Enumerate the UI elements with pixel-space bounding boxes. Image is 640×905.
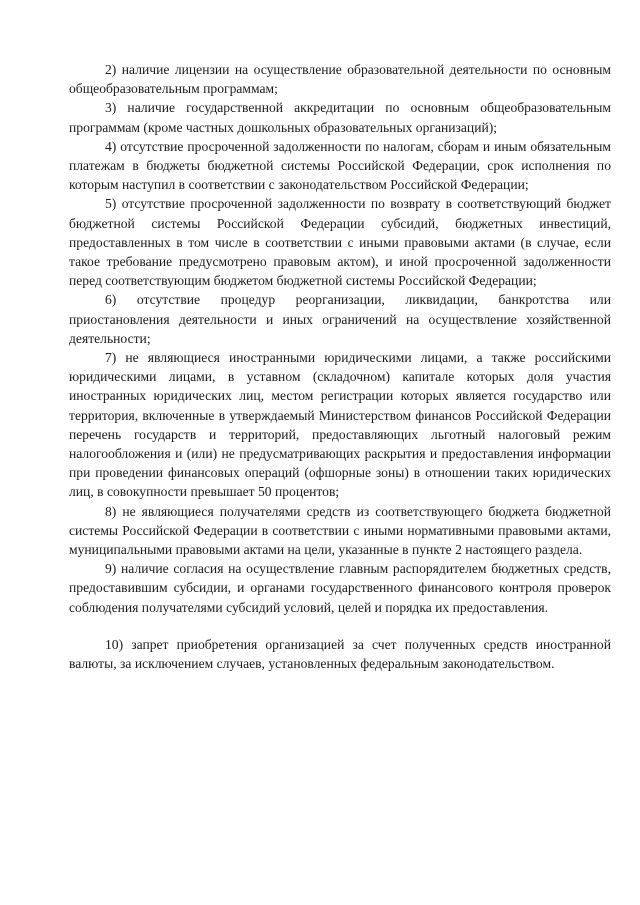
- paragraph-item-9: 9) наличие согласия на осуществление главным распорядителем бюджетных средств, предоставившим субсидии, и органами государственного финансового контроля проверок соблюдения получателями субсидий условий, целей и порядка их предоставления.: [69, 561, 611, 615]
- paragraph-item-5: 5) отсутствие просроченной задолженности по возврату в соответствующий бюджет бюджетной системы Российской Федерации субсидий, бюджетных инвестиций, предоставленных в том числе в соответствии с иными правовыми актами (в случае, если такое требование предусмотрено правовым актом), и иной просроченной задолженности перед соответствующим бюджетом бюджетной системы Российской Федерации;: [69, 196, 611, 289]
- paragraph-item-6: 6) отсутствие процедур реорганизации, ликвидации, банкротства или приостановления деятельности и иных ограничений на осуществление хозяйственной деятельности;: [69, 292, 611, 346]
- paragraph-item-7: 7) не являющиеся иностранными юридическими лицами, а также российскими юридическими лицами, в уставном (складочном) капитале которых доля участия иностранных юридических лиц, местом регистрации которых является государство или территория, включенные в утверждаемый Министерством финансов Российской Федерации перечень государств и территорий, предоставляющих льготный налоговый режим налогообложения и (или) не предусматривающих раскрытия и предоставления информации при проведении финансовых операций (офшорные зоны) в отношении таких юридических лиц, в совокупности превышает 50 процентов;: [69, 350, 611, 500]
- document-page: [69, 60, 611, 673]
- paragraph-item-3: 3) наличие государственной аккредитации по основным общеобразовательным программам (кроме частных дошкольных образовательных организаций);: [69, 100, 611, 135]
- paragraph-item-8: 8) не являющиеся получателями средств из соответствующего бюджета бюджетной системы Российской Федерации в соответствии с иными нормативными правовыми актами, муниципальными правовыми актами на цели, указанные в пункте 2 настоящего раздела.: [69, 503, 611, 558]
- paragraph-item-4: 4) отсутствие просроченной задолженности по налогам, сборам и иным обязательным платежам в бюджеты бюджетной системы Российской Федерации, срок исполнения по которым наступил в соответствии с законодательством Российской Федерации;: [69, 138, 611, 193]
- paragraph-item-10: 10) запрет приобретения организацией за счет полученных средств иностранной валюты, за исключением случаев, установленных федеральным законодательством.: [69, 636, 611, 672]
- paragraph-item-2: 2) наличие лицензии на осуществление образовательной деятельности по основным общеобразовательным программам;: [69, 62, 611, 97]
